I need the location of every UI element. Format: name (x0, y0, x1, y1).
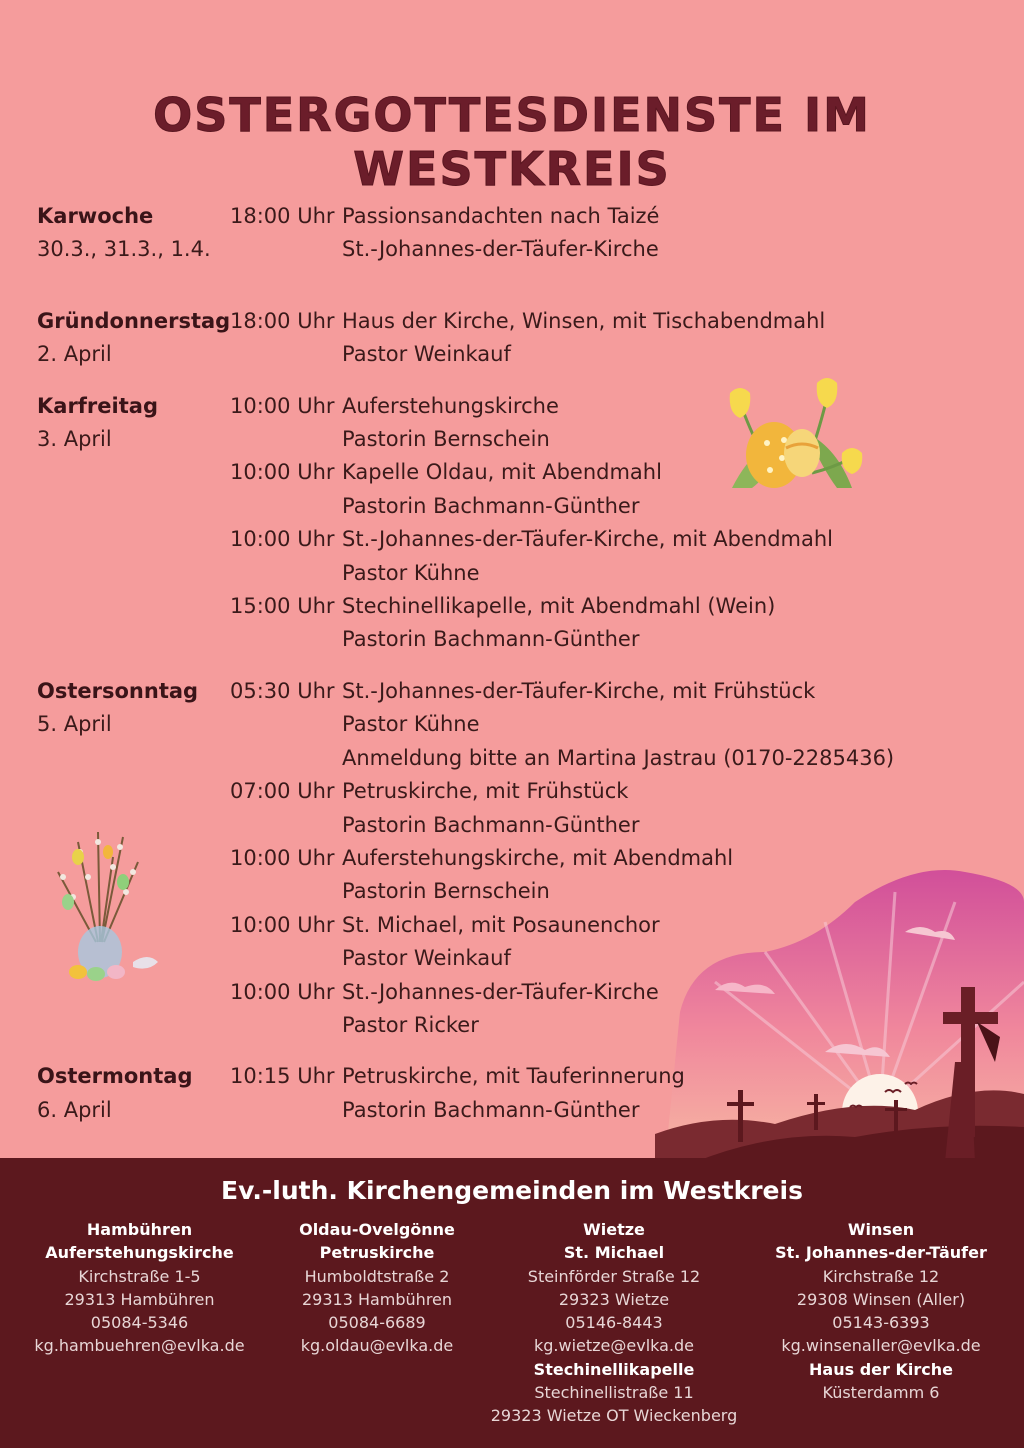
service-entry (230, 590, 997, 657)
service-entry (230, 305, 997, 372)
events-list (230, 305, 997, 372)
parish-name: Oldau-Ovelgönne (299, 1220, 455, 1239)
service-time: 15:00 Uhr (230, 594, 335, 619)
service-location: Petruskirche, mit Tauferinnerung (342, 1064, 685, 1089)
events-list (230, 675, 997, 1042)
service-location: St.-Johannes-der-Täufer-Kirche, mit Frühstück (342, 678, 816, 703)
schedule-block-ostermontag (37, 1060, 997, 1127)
footer-title: Ev.-luth. Kirchengemeinden im Westkreis (221, 1176, 803, 1205)
service-detail: Pastorin Bachmann-Günther (342, 812, 640, 837)
phone: 05084-5346 (90, 1313, 189, 1333)
parish-column (0, 1218, 279, 1428)
events-list (230, 200, 997, 267)
service-entry (230, 675, 997, 775)
street: Kirchstraße 12 (822, 1266, 940, 1286)
day-name: Ostermontag (37, 1064, 193, 1089)
schedule-block-karwoche (37, 200, 997, 267)
service-detail: St.-Johannes-der-Täufer-Kirche (342, 237, 659, 262)
street: Steinförder Straße 12 (527, 1266, 701, 1286)
service-entry (230, 909, 997, 976)
parish-name: Hambühren (86, 1220, 193, 1239)
service-entry (230, 842, 997, 909)
day-column (37, 305, 230, 372)
service-detail: Pastorin Bernschein (342, 879, 550, 904)
parish-column (753, 1218, 1009, 1428)
chapel-name: Stechinellikapelle (533, 1359, 695, 1379)
service-entry (230, 200, 997, 267)
service-location: Petruskirche, mit Frühstück (342, 779, 629, 804)
day-date: 6. April (37, 1097, 112, 1122)
service-entry (230, 456, 997, 523)
service-entry (230, 1060, 997, 1127)
email-link[interactable]: kg.wietze@evlka.de (533, 1336, 695, 1356)
service-location: St. Michael, mit Posaunenchor (342, 912, 660, 937)
phone: 05146-8443 (565, 1313, 663, 1333)
footer-contacts (0, 1158, 1024, 1448)
day-date: 5. April (37, 712, 112, 737)
chapel-city: 29323 Wietze OT Wieckenberg (490, 1406, 738, 1426)
service-entry (230, 523, 997, 590)
service-entry (230, 775, 997, 842)
day-date: 3. April (37, 427, 112, 452)
day-column (37, 200, 230, 267)
day-column (37, 675, 230, 1042)
events-list (230, 1060, 997, 1127)
city: 29313 Hambühren (64, 1289, 215, 1309)
parish-columns (0, 1218, 1024, 1428)
service-detail: Pastor Weinkauf (342, 342, 511, 367)
service-location: Auferstehungskirche (342, 393, 559, 418)
parish-name: Wietze (583, 1220, 645, 1239)
service-time: 05:30 Uhr (230, 678, 335, 703)
service-detail: Pastor Weinkauf (342, 946, 511, 971)
parish-name: Winsen (847, 1220, 915, 1239)
service-time: 07:00 Uhr (230, 779, 335, 804)
service-location: Haus der Kirche, Winsen, mit Tischabendmahl (342, 308, 826, 333)
day-column (37, 390, 230, 657)
day-name: Gründonnerstag (37, 308, 231, 333)
church-name: St. Johannes-der-Täufer (775, 1243, 987, 1263)
house-street: Küsterdamm 6 (822, 1383, 940, 1403)
service-time: 10:00 Uhr (230, 527, 335, 552)
day-name: Ostersonntag (37, 678, 199, 703)
service-detail: Pastor Ricker (342, 1012, 479, 1037)
schedule-block-ostersonntag (37, 675, 997, 1042)
day-column (37, 1060, 230, 1127)
day-date: 2. April (37, 342, 112, 367)
day-name: Karwoche (37, 204, 154, 228)
service-location: Auferstehungskirche, mit Abendmahl (342, 845, 734, 870)
service-time: 10:15 Uhr (230, 1064, 335, 1089)
schedule-block-karfreitag (37, 390, 997, 657)
service-location: Kapelle Oldau, mit Abendmahl (342, 460, 662, 485)
service-time: 18:00 Uhr (230, 308, 335, 333)
service-time: 10:00 Uhr (230, 393, 335, 418)
email-link[interactable]: kg.winsenaller@evlka.de (781, 1336, 981, 1356)
day-name: Karfreitag (37, 393, 158, 418)
chapel-street: Stechinellistraße 11 (534, 1383, 694, 1403)
service-location: Stechinellikapelle, mit Abendmahl (Wein) (342, 594, 776, 619)
service-location: St.-Johannes-der-Täufer-Kirche, mit Abendmahl (342, 527, 834, 552)
service-detail: Pastorin Bernschein (342, 427, 550, 452)
city: 29313 Hambühren (301, 1289, 453, 1309)
house-name: Haus der Kirche (809, 1359, 953, 1379)
service-time: 10:00 Uhr (230, 912, 335, 937)
service-detail: Pastor Kühne (342, 560, 480, 585)
service-detail: Pastorin Bachmann-Günther (342, 627, 640, 652)
service-time: 10:00 Uhr (230, 460, 335, 485)
city: 29323 Wietze (558, 1289, 670, 1309)
service-time: 10:00 Uhr (230, 979, 335, 1004)
email-link[interactable]: kg.oldau@evlka.de (300, 1336, 454, 1356)
street: Kirchstraße 1-5 (78, 1266, 201, 1286)
parish-column (475, 1218, 753, 1428)
parish-column (279, 1218, 475, 1428)
church-name: Auferstehungskirche (45, 1243, 234, 1263)
street: Humboldtstraße 2 (304, 1266, 450, 1286)
phone: 05143-6393 (832, 1313, 930, 1333)
schedule-block-gruendonnerstag (37, 305, 997, 372)
service-time: 18:00 Uhr (230, 204, 335, 228)
service-detail: Pastorin Bachmann-Günther (342, 1097, 640, 1122)
service-location: St.-Johannes-der-Täufer-Kirche (342, 979, 659, 1004)
church-name: St. Michael (563, 1243, 665, 1263)
page-title: OSTERGOTTESDIENSTE IM WESTKREIS (153, 88, 871, 196)
phone: 05084-6689 (328, 1313, 426, 1333)
city: 29308 Winsen (Aller) (796, 1289, 966, 1309)
church-name: Petruskirche (319, 1243, 435, 1263)
events-list (230, 390, 997, 657)
day-date: 30.3., 31.3., 1.4. (37, 237, 211, 262)
service-entry (230, 390, 997, 457)
service-note: Anmeldung bitte an Martina Jastrau (0170-2285436) (342, 745, 895, 770)
service-detail: Pastorin Bachmann-Günther (342, 493, 640, 518)
service-entry (230, 976, 997, 1043)
email-link[interactable]: kg.hambuehren@evlka.de (34, 1336, 245, 1356)
service-detail: Pastor Kühne (342, 712, 480, 737)
service-schedule (37, 200, 997, 1127)
service-location: Passionsandachten nach Taizé (342, 204, 660, 228)
service-time: 10:00 Uhr (230, 845, 335, 870)
